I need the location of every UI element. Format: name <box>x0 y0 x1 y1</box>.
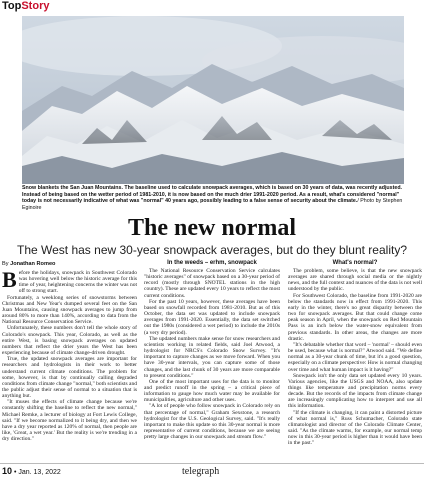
subsection-heading: In the weeds – erhm, snowpack <box>167 260 257 266</box>
paragraph: The updated numbers make sense for snow researchers and scientists working in related fields, said Joel Atwood, a hydrologist for NRCS's Colorado Snow Survey. "It's important to capture changes as we move forward. When you have 30-year intervals, you can capture some of those changes, and the last chunk of 30 years are more comparable to present conditions." <box>144 335 280 379</box>
subsection-heading: What's normal? <box>332 260 378 266</box>
paragraph: For Southwest Colorado, the baseline from 1991-2020 are below the standards now in effect from 1991-2020. This early in the winter, there's no great disparity between the two for snowpack averages. But that could change come peak season in April, when the snowpack on Red Mountain Pass is an inch below the water-snow equivalent from previous standards. In other areas, the changes are more drastic. <box>288 292 422 342</box>
paragraph: "A lot of people who follow snowpack in Colorado rely on that percentage of normal," Graham Sexstone, a research hydrologist for the U.S. Geological Survey, said. "It's really important to make this update so this 30-year normal is more representative of current conditions, because we are seeing pretty large changes in our snowpack and stream flow." <box>144 403 280 441</box>
paragraph: Fortunately, a weeklong series of snowstorms between Christmas and New Year's dumped several feet on the San Juan Mountains, causing snowpack averages to jump from around 80% to more than 140%, according to data from the National Resource Conservation Service. <box>2 294 137 326</box>
photo-credit: / Photo by Stephen Eginoire <box>22 198 403 211</box>
paragraph: Snowpack isn't the only data set updated every 10 years. Various agencies, like the USGS and NOAA, also update things like temperature and precipitation norms every decade. But the records of the impacts from climate change are increasingly complicating how to interpret and use all this information. <box>288 372 422 410</box>
mountain-photo-illustration <box>22 16 404 184</box>
paragraph: For the past 10 years, however, these averages have been based on snowfall recorded from 1981-2010. But as of this October, the data set was updated to include snowpack averages from 1991-2020. Essentially, the data set switched out the 1980s (considered a wet period) to include the 2010s (a very dry period). <box>144 298 280 336</box>
paragraph <box>2 267 137 295</box>
page-footer: 10 • Jan. 13, 2022 <box>2 466 61 476</box>
mountain-photo <box>22 16 404 184</box>
paragraph: The National Resource Conservation Service calculates "historic averages" of snowpack based on a 30-year period of record (mostly through SNOTEL stations in the high country). These are updated every 10 years to reflect the most current conditions. <box>144 268 280 299</box>
paragraph: "It's debatable whether that word – 'normal' – should even be used, because what is normal?" Atwood said. "We define normal as a 30-year chunk of time, but it's a good question, especially on a climate perspective: How is normal changing over time and what human impact is it having?" <box>288 341 422 373</box>
photo-caption <box>22 185 406 211</box>
subheadline: The West has new 30-year snowpack averages, but do they blunt reality? <box>17 243 407 257</box>
caption-text: Snow blankets the San Juan Mountains. The baseline used to calculate snowpack averages, which is based on 30 years of data, was recently adjusted. Instead of being based on the wetter period of 1981-2010, it is now based on the much drier 1991-2020 period. As a result, what's considered "normal" today is not necessarily indicative of what was "normal" 40 years ago, possibly leading to a false sense of security about the climate. <box>22 185 403 205</box>
paragraph: The problem, some believe, is that the new snowpack averages are shared through social media or the nightly news, and the full context and nuances of the data is not well understood by the public. <box>288 268 422 293</box>
page-number: 10 <box>2 466 13 476</box>
section-header <box>0 0 424 14</box>
paragraph-text: efore the holidays, snowpack in Southwest Colorado was hovering well below the historic average for this time of year, heightening concerns the winter was not off to strong start. <box>18 270 137 295</box>
footer-divider <box>0 463 424 464</box>
article-column-3 <box>288 260 422 447</box>
byline-author: Jonathan Romeo <box>10 261 56 267</box>
paragraph: True, the updated snowpack averages are important for researchers and hydrologists in their work to better understand current climate conditions. The problem for some, however, is that by continually calling degraded conditions from climate change "normal," both scientists and the public adjust their sense of normal to a situation that is anything but. <box>2 356 137 400</box>
section-title <box>2 0 49 13</box>
publication-logo: telegraph <box>182 466 220 477</box>
drop-cap: B <box>2 267 17 292</box>
issue-date: Jan. 13, 2022 <box>18 469 61 476</box>
section-title-prefix: Top <box>2 0 22 12</box>
article-column-1 <box>2 267 137 443</box>
article-column-2 <box>144 260 280 440</box>
byline-prefix: By <box>2 261 9 267</box>
section-title-accent: Story <box>21 0 50 12</box>
headline: The new normal <box>128 215 296 241</box>
paragraph: "If the climate is changing, it can paint a distorted picture of what normal is," Russ Schumacher, Colorado state climatologist and director of the Colorado Climate Center, said. "As the climate warms, for example, our normal temp now in this 30-year period is higher than it would have been in the past." <box>288 409 422 447</box>
paragraph: "It muses the effects of climate change because we're constantly shifting the baseline to reflect the new normal," Michael Remke, a lecturer of biology at Fort Lewis College, said. "If we become normalized to it being dry, and then we have a dry year reported as 120% of normal, then people are like, 'Great, a wet year.' But the reality is we're trending in a dry direction." <box>2 399 137 443</box>
paragraph: Unfortunately, these numbers don't tell the whole story of Colorado's snowpack. This year, Colorado, as well as the entire West, is basing snowpack averages on updated numbers that reflect the drier years the West has been experiencing because of climate change-driven drought. <box>2 325 137 357</box>
paragraph: One of the most important uses for the data is to monitor and predict runoff in the spring – a critical piece of information to gauge how much water may be available for municipalities, agriculture and other uses. <box>144 378 280 404</box>
